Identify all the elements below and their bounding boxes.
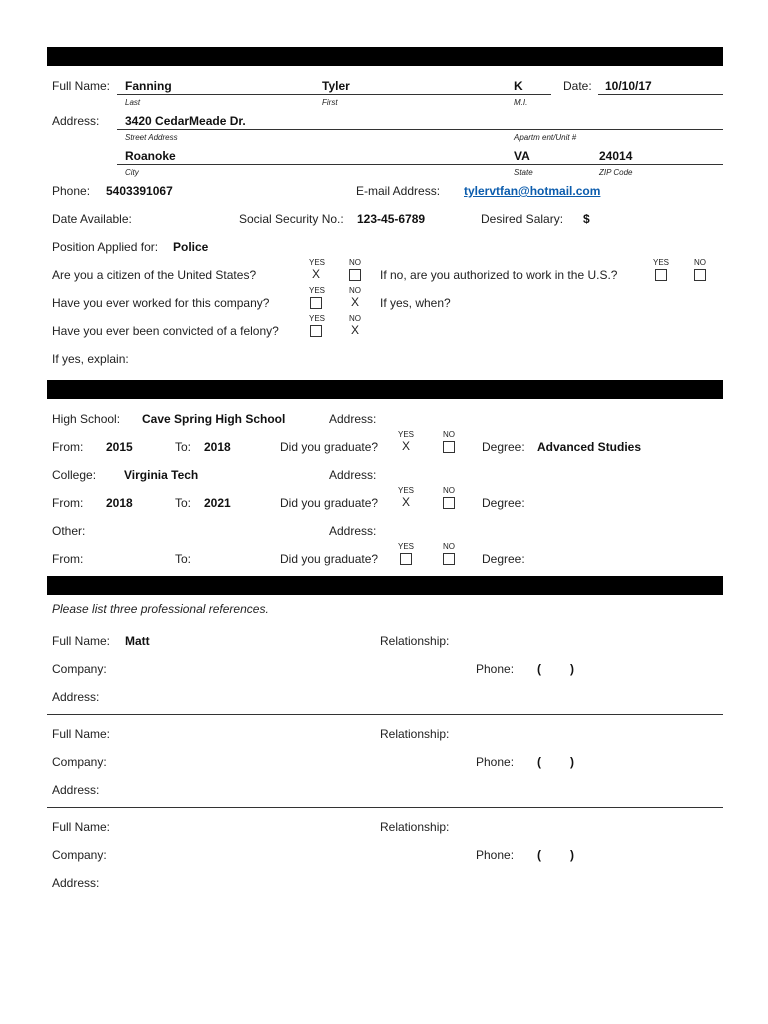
authorized-question: If no, are you authorized to work in the U.S.?: [380, 268, 618, 282]
worked-yes-caption: YES: [309, 286, 326, 295]
ref1-name-value[interactable]: Matt: [125, 634, 150, 648]
explain-label: If yes, explain:: [52, 352, 129, 366]
state-value[interactable]: VA: [514, 149, 530, 163]
other-grad-yes-caption: YES: [398, 542, 415, 551]
last-name-value[interactable]: Fanning: [125, 79, 172, 93]
hs-grad-no-checkbox[interactable]: [443, 441, 455, 453]
first-caption: First: [322, 98, 338, 107]
hs-degree-label: Degree:: [482, 440, 525, 454]
name-underline: [117, 94, 551, 95]
position-value[interactable]: Police: [173, 240, 209, 254]
ref3-phone-label: Phone:: [476, 848, 515, 862]
citizen-yes-caption: YES: [309, 258, 326, 267]
college-grad-yes-caption: YES: [398, 486, 415, 495]
other-address-label: Address:: [329, 524, 377, 538]
high-school-address-label: Address:: [329, 412, 377, 426]
ref1-phone-paren-open: (: [537, 662, 541, 676]
college-from-label: From:: [52, 496, 84, 510]
city-value[interactable]: Roanoke: [125, 149, 176, 163]
worked-yes-checkbox[interactable]: [310, 297, 322, 309]
college-value[interactable]: Virginia Tech: [124, 468, 199, 482]
references-section-bar: [47, 576, 723, 595]
other-label: Other:: [52, 524, 86, 538]
hs-to-value[interactable]: 2018: [204, 440, 231, 454]
salary-label: Desired Salary:: [481, 212, 564, 226]
ref1-relationship-label: Relationship:: [380, 634, 450, 648]
ssn-value[interactable]: 123-45-6789: [357, 212, 426, 226]
ref2-phone-label: Phone:: [476, 755, 515, 769]
college-grad-no-caption: NO: [443, 486, 455, 495]
other-degree-label: Degree:: [482, 552, 525, 566]
college-grad-yes-mark[interactable]: X: [402, 495, 411, 509]
ref2-phone-paren-close: ): [570, 755, 574, 769]
hs-to-label: To:: [175, 440, 192, 454]
state-caption: State: [514, 168, 533, 177]
hs-graduate-question: Did you graduate?: [280, 440, 379, 454]
felony-no-mark[interactable]: X: [351, 323, 360, 337]
apartment-caption: Apartm ent/Unit #: [514, 133, 577, 142]
phone-value[interactable]: 5403391067: [106, 184, 173, 198]
email-link[interactable]: tylervtfan@hotmail.com: [464, 184, 601, 198]
felony-yes-caption: YES: [309, 314, 326, 323]
authorized-no-checkbox[interactable]: [694, 269, 706, 281]
ref2-phone-paren-open: (: [537, 755, 541, 769]
high-school-label: High School:: [52, 412, 121, 426]
authorized-no-caption: NO: [694, 258, 706, 267]
date-available-label: Date Available:: [52, 212, 132, 226]
references-instruction: Please list three professional references.: [52, 602, 269, 616]
ref2-divider: [47, 807, 723, 808]
college-to-label: To:: [175, 496, 192, 510]
ref1-company-label: Company:: [52, 662, 107, 676]
other-grad-yes-checkbox[interactable]: [400, 553, 412, 565]
other-from-label: From:: [52, 552, 84, 566]
hs-grad-yes-caption: YES: [398, 430, 415, 439]
salary-value[interactable]: $: [583, 212, 590, 226]
ssn-label: Social Security No.:: [239, 212, 344, 226]
other-to-label: To:: [175, 552, 192, 566]
zip-value[interactable]: 24014: [599, 149, 633, 163]
college-to-value[interactable]: 2021: [204, 496, 231, 510]
college-graduate-question: Did you graduate?: [280, 496, 379, 510]
other-grad-no-caption: NO: [443, 542, 455, 551]
full-name-label: Full Name:: [52, 79, 111, 93]
date-underline: [598, 94, 723, 95]
hs-degree-value[interactable]: Advanced Studies: [537, 440, 642, 454]
address-label: Address:: [52, 114, 100, 128]
ref1-address-label: Address:: [52, 690, 100, 704]
authorized-yes-caption: YES: [653, 258, 670, 267]
ref2-name-label: Full Name:: [52, 727, 111, 741]
ref1-name-label: Full Name:: [52, 634, 111, 648]
hs-from-value[interactable]: 2015: [106, 440, 133, 454]
first-name-value[interactable]: Tyler: [322, 79, 350, 93]
email-label: E-mail Address:: [356, 184, 441, 198]
worked-no-mark[interactable]: X: [351, 295, 360, 309]
date-value[interactable]: 10/10/17: [605, 79, 652, 93]
authorized-yes-checkbox[interactable]: [655, 269, 667, 281]
college-grad-no-checkbox[interactable]: [443, 497, 455, 509]
high-school-value[interactable]: Cave Spring High School: [142, 412, 286, 426]
street-underline: [117, 129, 723, 130]
when-question: If yes, when?: [380, 296, 451, 310]
worked-question: Have you ever worked for this company?: [52, 296, 270, 310]
personal-info-section-bar: [47, 47, 723, 66]
ref3-address-label: Address:: [52, 876, 100, 890]
hs-from-label: From:: [52, 440, 84, 454]
ref1-phone-label: Phone:: [476, 662, 515, 676]
street-caption: Street Address: [125, 133, 178, 142]
college-label: College:: [52, 468, 97, 482]
ref1-phone-paren-close: ): [570, 662, 574, 676]
hs-grad-yes-mark[interactable]: X: [402, 439, 411, 453]
ref2-relationship-label: Relationship:: [380, 727, 450, 741]
street-value[interactable]: 3420 CedarMeade Dr.: [125, 114, 246, 128]
other-grad-no-checkbox[interactable]: [443, 553, 455, 565]
college-degree-label: Degree:: [482, 496, 525, 510]
date-label: Date:: [563, 79, 592, 93]
ref2-address-label: Address:: [52, 783, 100, 797]
felony-no-caption: NO: [349, 314, 361, 323]
ref2-company-label: Company:: [52, 755, 107, 769]
citizen-no-checkbox[interactable]: [349, 269, 361, 281]
ref3-company-label: Company:: [52, 848, 107, 862]
felony-question: Have you ever been convicted of a felony?: [52, 324, 279, 338]
last-caption: Last: [125, 98, 141, 107]
citizen-no-caption: NO: [349, 258, 361, 267]
phone-label: Phone:: [52, 184, 91, 198]
mi-caption: M.I.: [514, 98, 528, 107]
ref3-name-label: Full Name:: [52, 820, 111, 834]
zip-caption: ZIP Code: [599, 168, 633, 177]
other-graduate-question: Did you graduate?: [280, 552, 379, 566]
citizen-question: Are you a citizen of the United States?: [52, 268, 257, 282]
hs-grad-no-caption: NO: [443, 430, 455, 439]
ref1-divider: [47, 714, 723, 715]
city-underline: [117, 164, 723, 165]
ref3-phone-paren-close: ): [570, 848, 574, 862]
middle-initial-value[interactable]: K: [514, 79, 523, 93]
education-section-bar: [47, 380, 723, 399]
felony-yes-checkbox[interactable]: [310, 325, 322, 337]
city-caption: City: [125, 168, 139, 177]
ref3-phone-paren-open: (: [537, 848, 541, 862]
college-address-label: Address:: [329, 468, 377, 482]
citizen-yes-mark[interactable]: X: [312, 267, 321, 281]
worked-no-caption: NO: [349, 286, 361, 295]
college-from-value[interactable]: 2018: [106, 496, 133, 510]
position-label: Position Applied for:: [52, 240, 159, 254]
ref3-relationship-label: Relationship:: [380, 820, 450, 834]
